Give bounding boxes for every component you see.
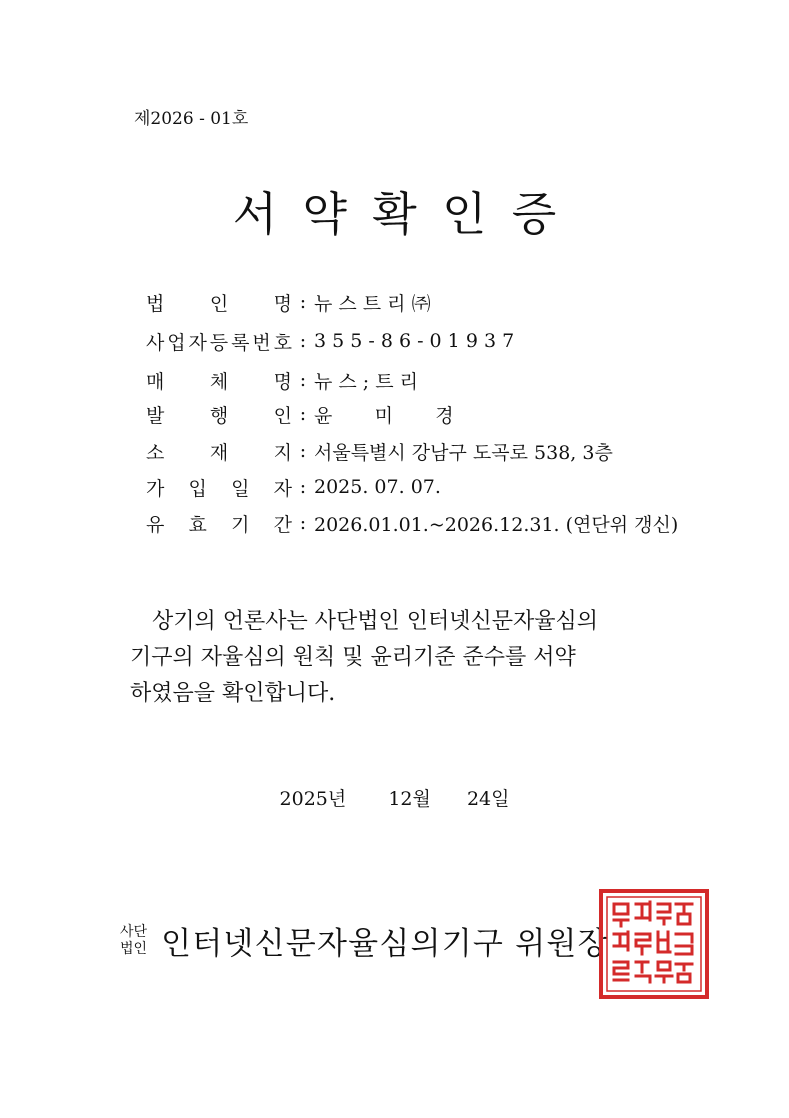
issue-date-month: 12월	[388, 788, 431, 810]
field-label: 사 업 자 등 록 번 호	[146, 331, 292, 354]
field-value: 2026.01.01.~2026.12.31. (연단위 갱신)	[314, 513, 679, 536]
document-number: 제2026 - 01호	[134, 109, 249, 129]
statement-line: 하였음을 확인합니다.	[130, 681, 336, 706]
field-value: 뉴 스 트 리 ㈜	[314, 292, 431, 315]
field-value: 윤 미 경	[314, 404, 454, 427]
statement-line: 기구의 자율심의 원칙 및 윤리기준 준수를 서약	[130, 645, 576, 670]
issuer-name: 인터넷신문자율심의기구 위원장	[161, 926, 609, 962]
field-corporate-name: 법 인 명 : 뉴 스 트 리 ㈜	[146, 287, 431, 317]
issue-date-day: 24일	[466, 788, 510, 810]
issuer	[120, 918, 609, 963]
official-seal-icon	[598, 888, 710, 1000]
statement-line: 상기의 언론사는 사단법인 인터넷신문자율심의	[152, 609, 599, 634]
field-value: 서울특별시 강남구 도곡로 538, 3층	[314, 441, 613, 464]
field-label: 발 행 인	[146, 404, 292, 427]
field-value: 뉴 스 ; 트 리	[314, 370, 418, 393]
field-value: 3 5 5 - 8 6 - 0 1 9 3 7	[314, 330, 515, 352]
field-label: 매 체 명	[146, 370, 292, 393]
field-media-name: 매 체 명 : 뉴 스 ; 트 리	[146, 365, 418, 395]
field-label: 소 재 지	[146, 441, 292, 464]
field-publisher: 발 행 인 : 윤 미 경	[146, 399, 454, 429]
field-validity-period: 유 효 기 간 : 2026.01.01.~2026.12.31. (연단위 갱신)	[146, 508, 678, 538]
field-business-registration-number: 사 업 자 등 록 번 호 : 3 5 5 - 8 6 - 0 1 9 3 7	[146, 326, 514, 356]
field-value: 2025. 07. 07.	[314, 476, 441, 498]
field-address: 소 재 지 : 서울특별시 강남구 도곡로 538, 3층	[146, 436, 613, 466]
issue-date-year: 2025년	[279, 788, 347, 810]
issuer-type: 사단 법인	[120, 923, 148, 957]
field-label: 법 인 명	[146, 292, 292, 315]
field-label: 유 효 기 간	[146, 513, 292, 536]
document-title: 서약확인증	[232, 187, 582, 241]
field-label: 가 입 일 자	[146, 477, 292, 500]
field-join-date: 가 입 일 자 : 2025. 07. 07.	[146, 472, 441, 502]
certification-statement	[130, 604, 670, 712]
issue-date	[0, 784, 789, 811]
